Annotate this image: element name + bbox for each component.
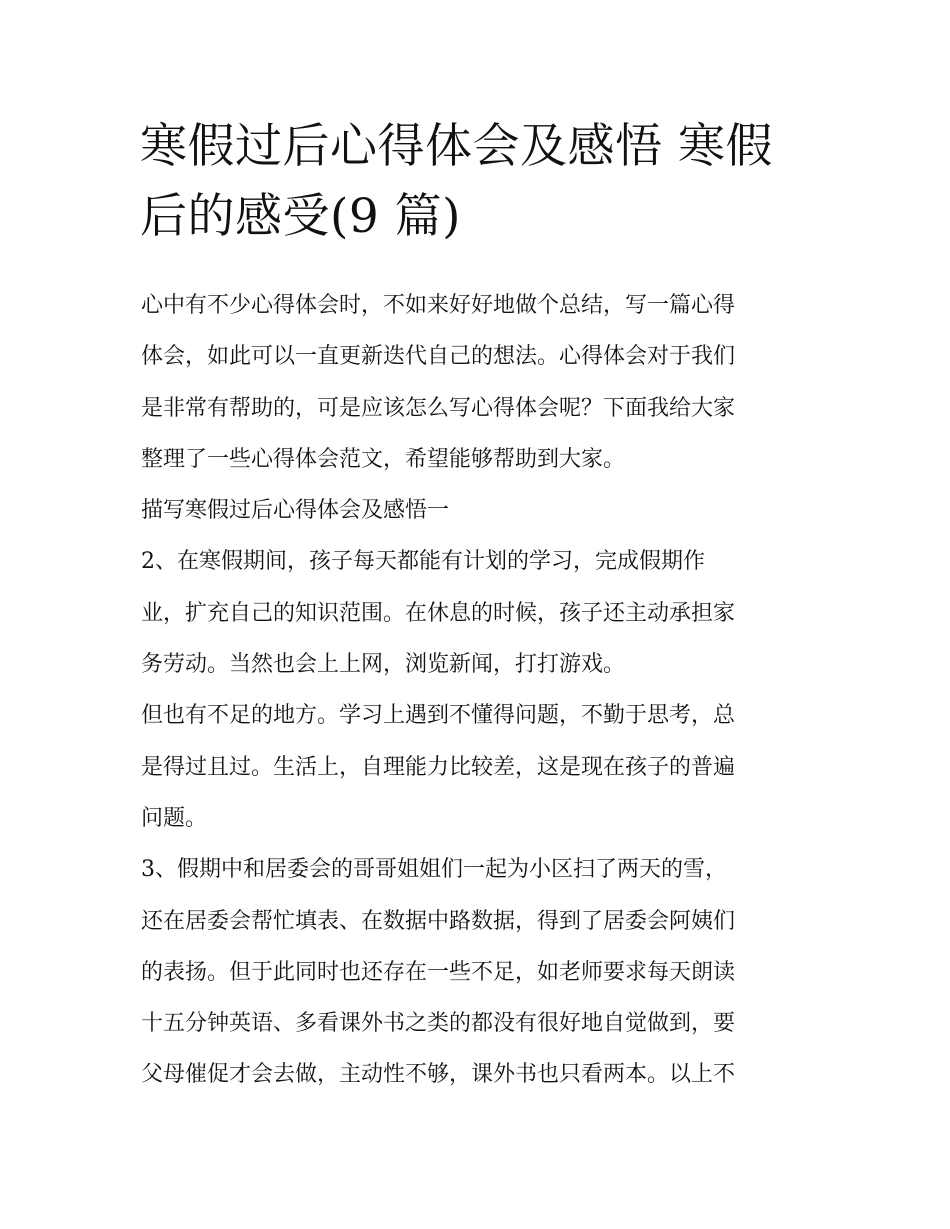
body-line: 还在居委会帮忙填表、在数据中路数据，得到了居委会阿姨们 bbox=[141, 908, 736, 934]
body-line: 是非常有帮助的，可是应该怎么写心得体会呢？下面我给大家 bbox=[141, 395, 736, 421]
body-line: 体会，如此可以一直更新迭代自己的想法。心得体会对于我们 bbox=[141, 344, 736, 370]
body-line: 问题。 bbox=[141, 805, 208, 831]
body-line: 2、在寒假期间，孩子每天都能有计划的学习，完成假期作 bbox=[141, 549, 705, 575]
body-line: 务劳动。当然也会上上网，浏览新闻，打打游戏。 bbox=[141, 652, 626, 678]
body-line: 整理了一些心得体会范文，希望能够帮助到大家。 bbox=[141, 446, 626, 472]
body-line: 父母催促才会去做，主动性不够，课外书也只看两本。以上不 bbox=[141, 1062, 736, 1088]
body-line: 3、假期中和居委会的哥哥姐姐们一起为小区扫了两天的雪， bbox=[141, 857, 727, 883]
section-heading: 描写寒假过后心得体会及感悟一 bbox=[141, 498, 450, 524]
title-line-1: 寒假过后心得体会及感悟 寒假 bbox=[140, 119, 773, 174]
body-line: 但也有不足的地方。学习上遇到不懂得问题，不勤于思考，总 bbox=[141, 703, 736, 729]
document-title bbox=[140, 112, 820, 252]
document-body bbox=[141, 280, 821, 1101]
body-line: 十五分钟英语、多看课外书之类的都没有很好地自觉做到，要 bbox=[141, 1011, 736, 1037]
body-line: 是得过且过。生活上，自理能力比较差，这是现在孩子的普遍 bbox=[141, 754, 736, 780]
body-line: 业，扩充自己的知识范围。在休息的时候，孩子还主动承担家 bbox=[141, 600, 736, 626]
body-line: 心中有不少心得体会时，不如来好好地做个总结，写一篇心得 bbox=[141, 293, 736, 318]
title-line-2: 后的感受(9 篇) bbox=[140, 189, 462, 244]
body-line: 的表扬。但于此同时也还存在一些不足，如老师要求每天朗读 bbox=[141, 959, 736, 985]
